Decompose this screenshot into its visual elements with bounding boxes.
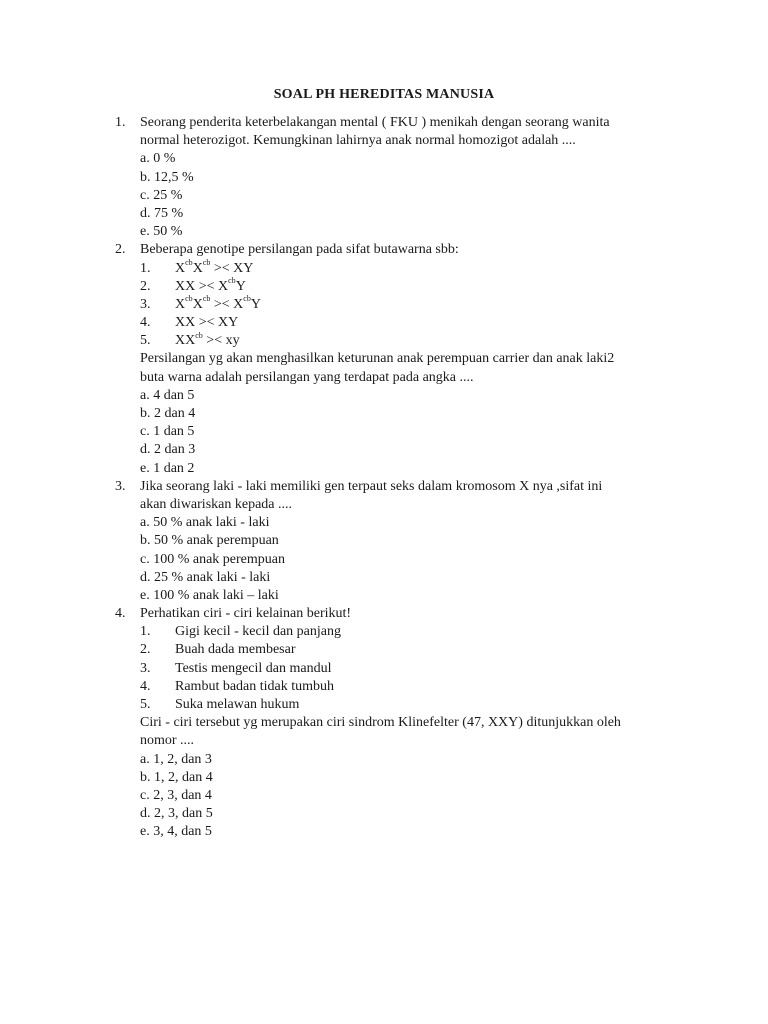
cross-item xyxy=(140,314,675,332)
answer-option-a: a. 0 % xyxy=(140,151,176,167)
question-2 xyxy=(115,241,675,477)
trait-item xyxy=(140,623,675,641)
allele-superscript: cb xyxy=(185,257,193,267)
question-1 xyxy=(115,114,675,241)
allele-superscript: cb xyxy=(202,257,211,267)
answer-option-b: b. 2 dan 4 xyxy=(140,406,196,421)
question-number: 3. xyxy=(115,478,126,494)
question-text-line: Jika seorang laki - laki memiliki gen terpaut seks dalam kromosom X nya ,sifat ini xyxy=(140,478,603,494)
question-text-line: Ciri - ciri tersebut yg merupakan ciri sindrom Klinefelter (47, XXY) ditunjukkan oleh xyxy=(140,715,621,731)
answer-option-b: b. 1, 2, dan 4 xyxy=(140,769,213,785)
trait-item-text: Suka melawan hukum xyxy=(175,697,300,712)
cross-item-genotype: $XX^{cb}$ >< xy xyxy=(175,330,240,349)
page-title: SOAL PH HEREDITAS MANUSIA xyxy=(273,87,495,102)
trait-item-text: Rambut badan tidak tumbuh xyxy=(175,678,335,694)
answer-option-e: e. 1 dan 2 xyxy=(140,460,195,476)
answer-option-d: d. 25 % anak laki - laki xyxy=(140,569,271,585)
answer-option-e: e. 50 % xyxy=(140,224,183,240)
answer-option-d: d. 2, 3, dan 5 xyxy=(140,806,213,822)
answer-option-a: a. 4 dan 5 xyxy=(140,387,195,403)
answer-option-c: c. 1 dan 5 xyxy=(140,424,195,440)
trait-item-number: 5. xyxy=(140,697,151,712)
cross-item-genotype: $X^{cb}X^{cb} >< X^{cb}Y$ xyxy=(175,294,261,312)
cross-item-number: 1. xyxy=(140,260,151,276)
answer-option-e: e. 3, 4, dan 5 xyxy=(140,824,212,840)
question-text-line: Perhatikan ciri - ciri kelainan berikut! xyxy=(140,606,352,622)
answer-option-a: a. 1, 2, dan 3 xyxy=(140,751,212,767)
cross-item-genotype: XX >< $X^{cb}Y$ xyxy=(175,276,246,294)
answer-option-c: c. 2, 3, dan 4 xyxy=(140,787,212,803)
question-text-line: buta warna adalah persilangan yang terdapat pada angka .... xyxy=(140,369,474,385)
cross-item-number: 3. xyxy=(140,296,151,312)
answer-option-d: d. 75 % xyxy=(140,205,184,221)
answer-option-b: b. 12,5 % xyxy=(140,169,194,185)
cross-item xyxy=(140,332,675,350)
question-list xyxy=(115,114,675,842)
cross-item-genotype: XX >< XY xyxy=(175,315,239,331)
trait-item-text: Testis mengecil dan mandul xyxy=(175,660,332,676)
question-text-line: Seorang penderita keterbelakangan mental ( FKU ) menikah dengan seorang wanita xyxy=(140,115,610,130)
trait-item xyxy=(140,641,675,659)
answer-option-e: e. 100 % anak laki – laki xyxy=(140,587,279,603)
cross-item xyxy=(140,296,675,314)
cross-item-genotype: $X^{cb}X^{cb}$ >< XY xyxy=(175,257,254,276)
trait-item xyxy=(140,696,675,714)
trait-item xyxy=(140,660,675,678)
question-text-line: nomor .... xyxy=(140,733,195,749)
question-text-line: akan diwariskan kepada .... xyxy=(140,496,292,512)
trait-item xyxy=(140,678,675,696)
trait-item-number: 4. xyxy=(140,678,151,694)
cross-item xyxy=(140,278,675,296)
question-number: 4. xyxy=(115,606,126,622)
cross-item-number: 2. xyxy=(140,278,151,294)
answer-option-c: c. 100 % anak perempuan xyxy=(140,551,285,567)
question-number: 1. xyxy=(115,115,126,130)
trait-item-number: 2. xyxy=(140,642,151,658)
trait-item-number: 1. xyxy=(140,624,151,640)
trait-item-number: 3. xyxy=(140,660,151,676)
question-text-line: Persilangan yg akan menghasilkan keturunan anak perempuan carrier dan anak laki2 xyxy=(140,351,615,367)
answer-option-c: c. 25 % xyxy=(140,187,183,203)
answer-option-b: b. 50 % anak perempuan xyxy=(140,533,279,549)
answer-option-a: a. 50 % anak laki - laki xyxy=(140,515,270,531)
allele-superscript: cb xyxy=(185,294,193,304)
question-number: 2. xyxy=(115,242,126,258)
question-3 xyxy=(115,478,675,605)
allele-superscript: cb xyxy=(243,294,251,304)
cross-item xyxy=(140,257,675,278)
cross-item-number: 4. xyxy=(140,315,151,331)
cross-item-number: 5. xyxy=(140,333,151,349)
question-text-line: Beberapa genotipe persilangan pada sifat butawarna sbb: xyxy=(140,242,459,258)
question-4 xyxy=(115,605,675,841)
allele-superscript: cb xyxy=(195,330,203,340)
question-text-line: normal heterozigot. Kemungkinan lahirnya anak normal homozigot adalah .... xyxy=(140,133,576,149)
allele-superscript: cb xyxy=(228,276,236,286)
allele-superscript: cb xyxy=(202,294,211,304)
answer-option-d: d. 2 dan 3 xyxy=(140,442,196,458)
trait-item-text: Gigi kecil - kecil dan panjang xyxy=(175,624,341,640)
trait-item-text: Buah dada membesar xyxy=(175,642,296,658)
